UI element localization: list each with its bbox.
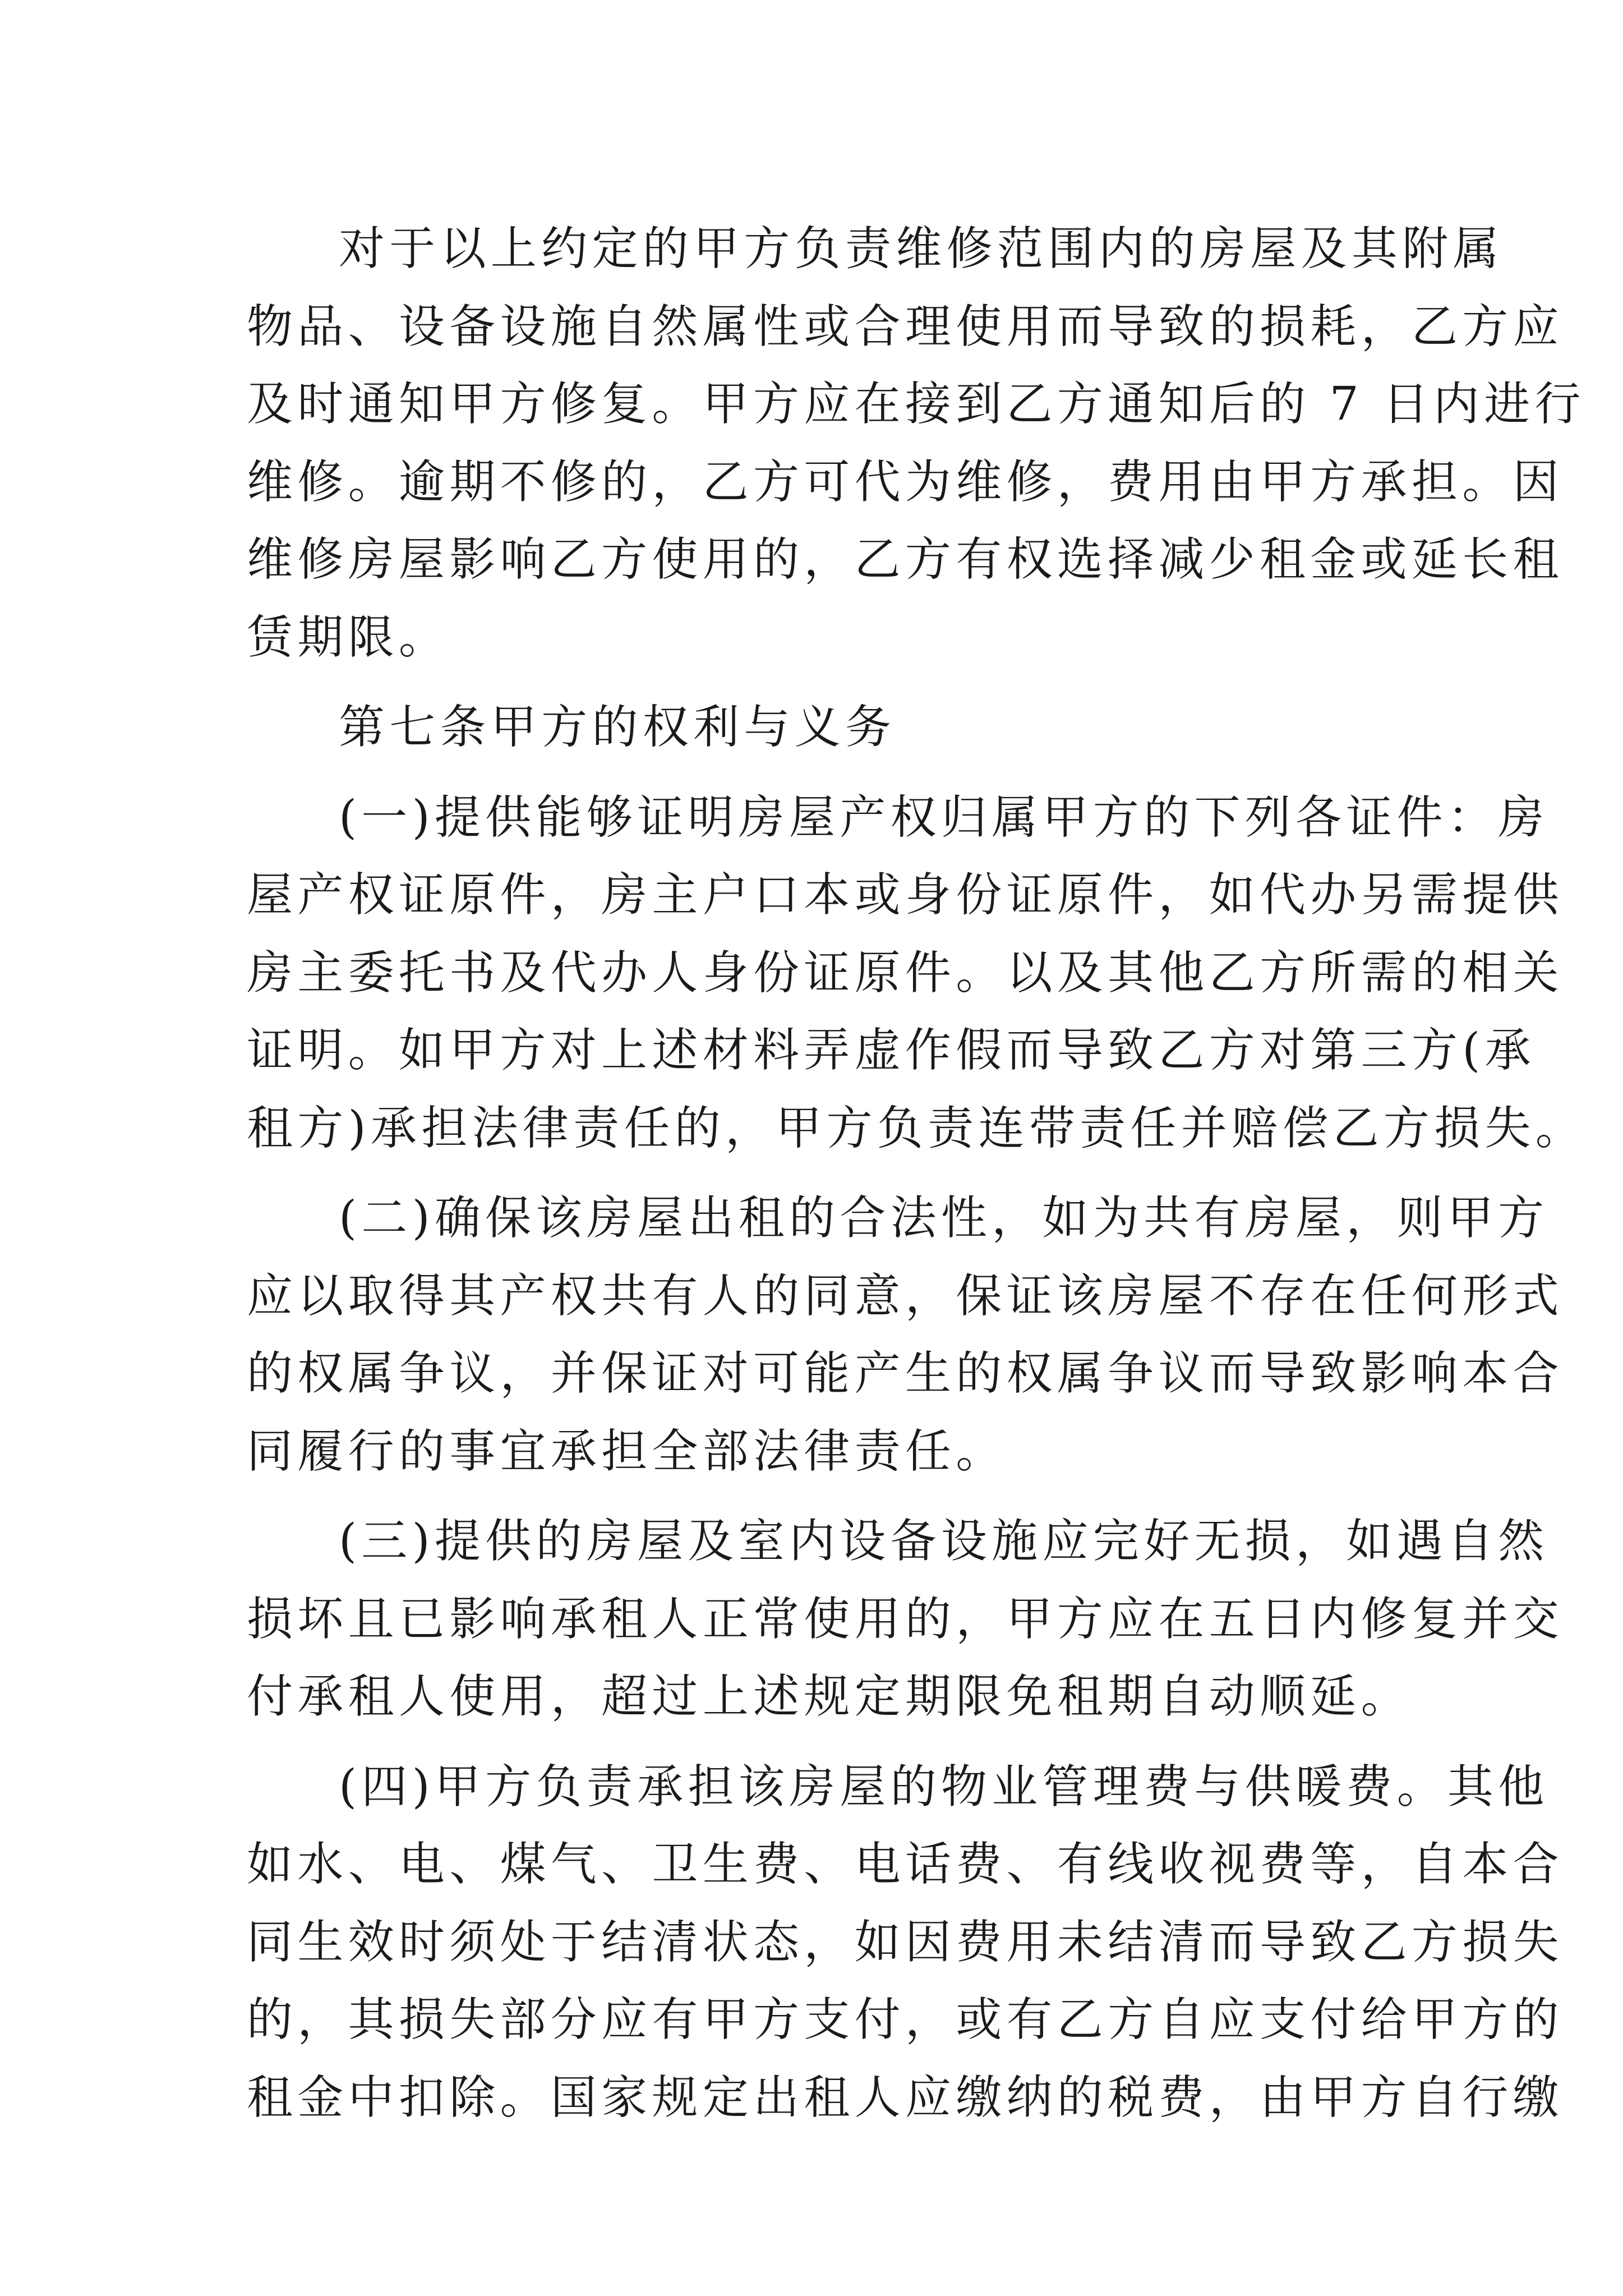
text-line: 对于以上约定的甲方负责维修范围内的房屋及其附属 — [339, 222, 1504, 275]
document-body — [247, 210, 1587, 2137]
text-line: (二)确保该房屋出租的合法性，如为共有房屋，则甲方 — [339, 1191, 1549, 1245]
text-line: 租金中扣除。国家规定出租人应缴纳的税费，由甲方自行缴 — [247, 2070, 1564, 2124]
text-line: 赁期限。 — [247, 610, 450, 664]
text-line: (一)提供能够证明房屋产权归属甲方的下列各证件：房 — [339, 790, 1549, 844]
article-heading — [247, 689, 1391, 767]
text-line: (四)甲方负责承担该房屋的物业管理费与供暖费。其他 — [339, 1760, 1549, 1814]
text-line: 同履行的事宜承担全部法律责任。 — [247, 1424, 1007, 1478]
text-line: 的权属争议，并保证对可能产生的权属争议而导致影响本合 — [247, 1347, 1564, 1400]
text-line: 物品、设备设施自然属性或合理使用而导致的损耗，乙方应 — [247, 300, 1564, 353]
text-line: 如水、电、煤气、卫生费、电话费、有线收视费等，自本合 — [247, 1838, 1564, 1891]
text-line: 证明。如甲方对上述材料弄虚作假而导致乙方对第三方(承 — [247, 1024, 1536, 1077]
section-title: 第七条甲方的权利与义务 — [339, 701, 896, 754]
paragraph-item-4 — [247, 1749, 1564, 2137]
text-line: 维修房屋影响乙方使用的，乙方有权选择减少租金或延长租 — [247, 533, 1564, 586]
text-line: 的，其损失部分应有甲方支付，或有乙方自应支付给甲方的 — [247, 1993, 1564, 2046]
text-line: (三)提供的房屋及室内设备设施应完好无损，如遇自然 — [339, 1515, 1549, 1568]
text-line: 屋产权证原件，房主户口本或身份证原件，如代办另需提供 — [247, 868, 1564, 922]
text-line: 应以取得其产权共有人的同意，保证该房屋不存在任何形式 — [247, 1269, 1564, 1323]
text-line: 房主委托书及代办人身份证原件。以及其他乙方所需的相关 — [247, 946, 1564, 1000]
paragraph-maintenance — [247, 210, 1585, 677]
text-line: 同生效时须处于结清状态，如因费用未结清而导致乙方损失 — [247, 1915, 1564, 1969]
text-line: 及时通知甲方修复。甲方应在接到乙方通知后的 7 日内进行 — [247, 378, 1585, 431]
paragraph-item-2 — [247, 1180, 1564, 1490]
paragraph-item-3 — [247, 1503, 1564, 1736]
text-line: 租方)承担法律责任的，甲方负责连带责任并赔偿乙方损失。 — [247, 1101, 1587, 1155]
paragraph-item-1 — [247, 779, 1587, 1168]
text-line: 维修。逾期不修的，乙方可代为维修，费用由甲方承担。因 — [247, 455, 1564, 509]
text-line: 损坏且已影响承租人正常使用的，甲方应在五日内修复并交 — [247, 1592, 1564, 1646]
text-line: 付承租人使用，超过上述规定期限免租期自动顺延。 — [247, 1670, 1412, 1723]
